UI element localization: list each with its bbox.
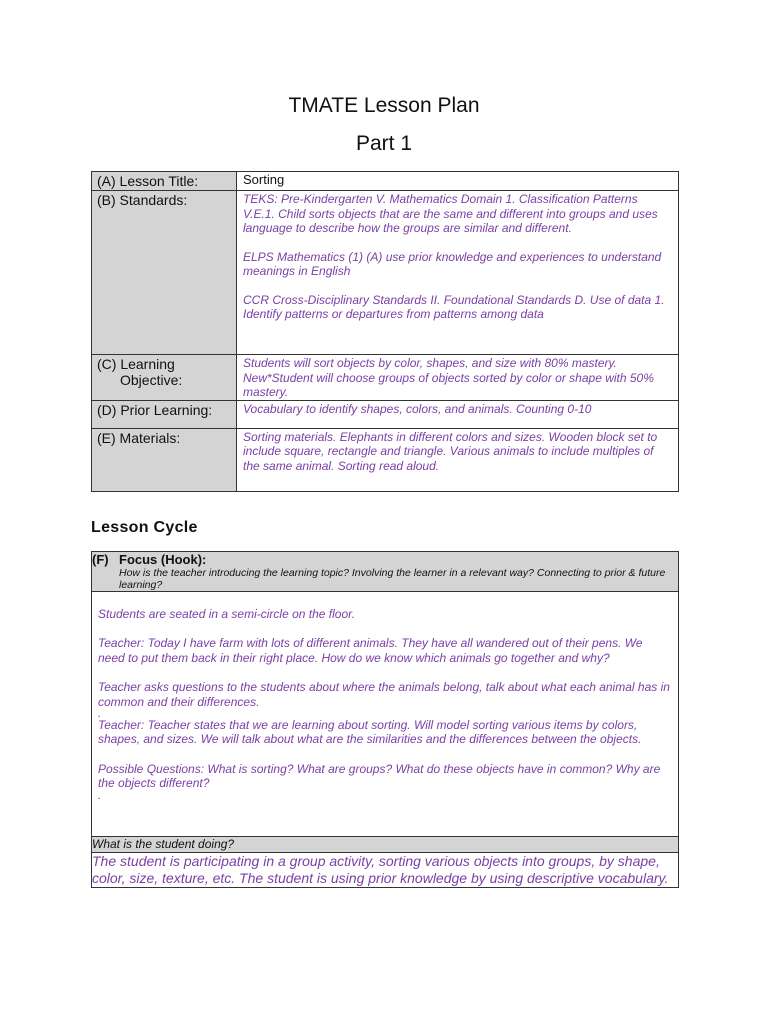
- lesson-cycle-heading: Lesson Cycle: [91, 519, 198, 536]
- lesson-title-label: (A) Lesson Title:: [92, 172, 237, 191]
- standards-ccr: CCR Cross-Disciplinary Standards II. Foundational Standards D. Use of data 1. Identify patterns or departures from patterns among data: [243, 292, 665, 321]
- standards-value: [237, 191, 679, 355]
- focus-paragraph: Teacher asks questions to the students about where the animals belong, talk about what each animal has in common and their differences.: [98, 679, 670, 709]
- table-row: [92, 428, 679, 491]
- focus-label: (F): [92, 552, 109, 567]
- table-row: [92, 552, 679, 592]
- table-row: [92, 837, 679, 853]
- table-row: [92, 172, 679, 191]
- materials-value: Sorting materials. Elephants in different colors and sizes. Wooden block set to include square, rectangle and triangle. Various animals to include multiples of the same animal. Sorting read aloud.: [237, 428, 679, 491]
- objective-label-line2: Objective:: [120, 372, 183, 388]
- standards-elps: ELPS Mathematics (1) (A) use prior knowledge and experiences to understand meanings in English: [243, 249, 662, 278]
- lesson-cycle-table: [91, 551, 679, 888]
- focus-paragraph: Possible Questions: What is sorting? What are groups? What do these objects have in common? Why are the objects different?: [98, 761, 661, 791]
- prior-learning-label: (D) Prior Learning:: [92, 400, 237, 428]
- student-heading: What is the student doing?: [92, 837, 679, 853]
- lesson-title-value: Sorting: [237, 172, 679, 191]
- table-row: [92, 191, 679, 355]
- focus-body: [92, 592, 679, 837]
- table-row: [92, 592, 679, 837]
- focus-paragraph: Teacher: Teacher states that we are learning about sorting. Will model sorting various items by colors, shapes, and sizes. We will talk about what are the similarities and the differences between the objects.: [98, 717, 642, 747]
- table-row: [92, 355, 679, 401]
- page-title: TMATE Lesson Plan: [288, 94, 480, 117]
- table-row: [92, 853, 679, 888]
- table-row: [92, 400, 679, 428]
- standards-label: (B) Standards:: [92, 191, 237, 355]
- focus-paragraph: Teacher: Today I have farm with lots of different animals. They have all wandered out of their pens. We need to put them back in their right place. How do we know which animals go together and why?: [98, 636, 643, 665]
- focus-dot: .: [98, 706, 102, 721]
- page-subtitle: Part 1: [355, 132, 413, 155]
- student-text: The student is participating in a group activity, sorting various objects into groups, by shape, color, size, texture, etc. The student is using prior knowledge by using descriptive vocabulary.: [92, 853, 679, 888]
- focus-description: How is the teacher introducing the learning topic? Involving the learner in a relevant way? Connecting to prior & future learning?: [119, 567, 666, 591]
- objective-label-line1: (C) Learning: [97, 356, 175, 372]
- focus-title: [92, 552, 678, 567]
- lesson-plan-table: [91, 171, 679, 492]
- focus-paragraph: Students are seated in a semi-circle on the floor.: [98, 607, 356, 621]
- focus-header: [92, 552, 679, 592]
- standards-teks: TEKS: Pre-Kindergarten V. Mathematics Domain 1. Classification Patterns V.E.1. Child sorts objects that are the same and different into groups and uses language to describe how the groups are similar and different.: [243, 192, 658, 235]
- focus-title-text: Focus (Hook):: [119, 552, 207, 567]
- objective-label: [92, 355, 237, 401]
- objective-value: Students will sort objects by color, shapes, and size with 80% mastery. New*Student will choose groups of objects sorted by color or shape with 50% mastery.: [237, 355, 679, 401]
- materials-label: (E) Materials:: [92, 428, 237, 491]
- prior-learning-value: Vocabulary to identify shapes, colors, and animals. Counting 0-10: [237, 400, 679, 428]
- focus-dot: .: [98, 787, 102, 802]
